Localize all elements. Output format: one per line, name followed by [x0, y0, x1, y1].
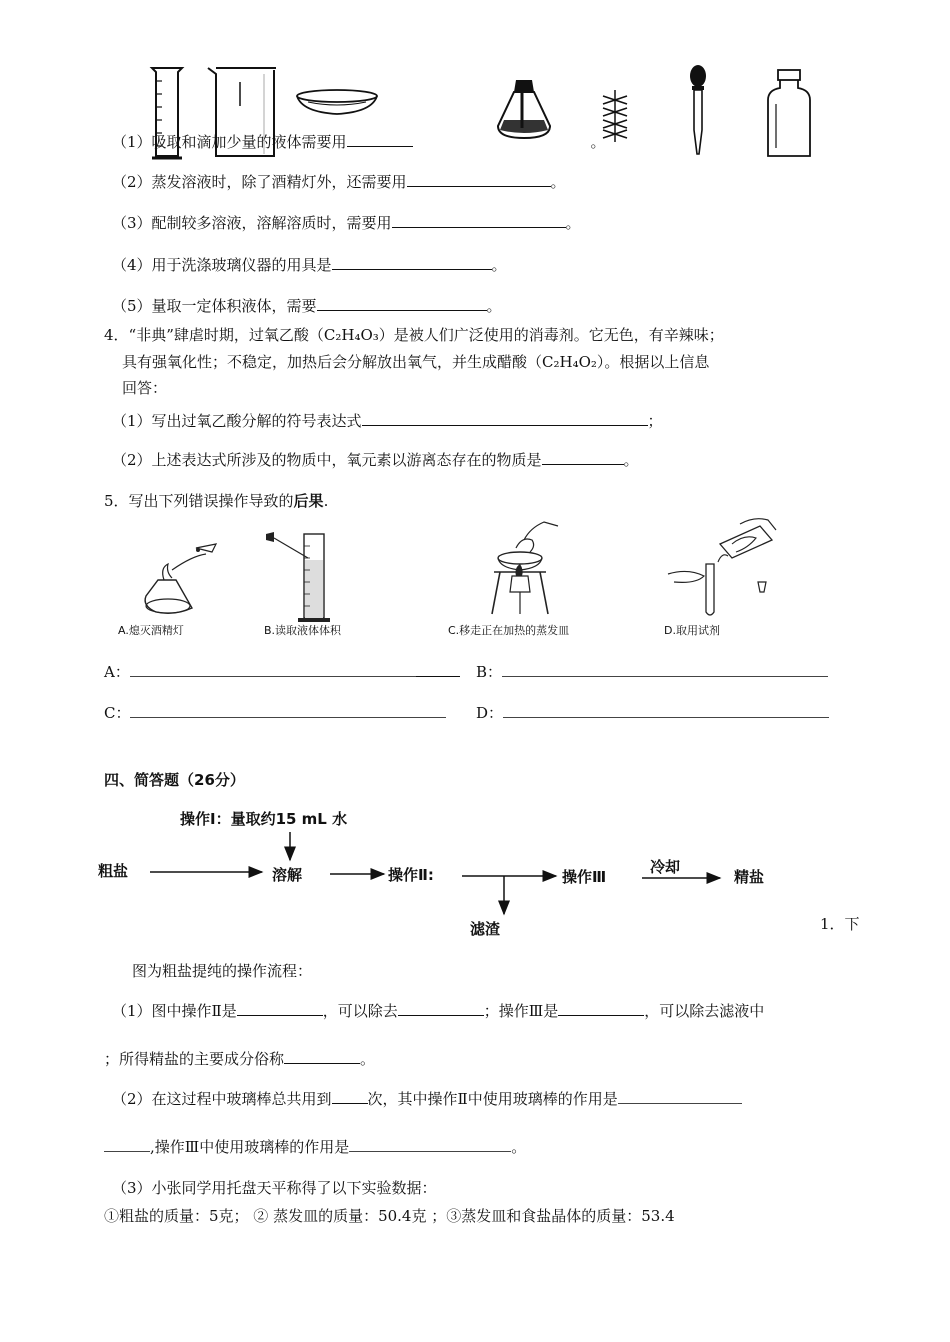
- caption-a: A.熄灭酒精灯: [118, 624, 184, 637]
- flow-crude-salt: 粗盐: [98, 862, 129, 880]
- answer-row-d: D：: [476, 703, 829, 723]
- answer-blank[interactable]: [284, 1049, 360, 1064]
- q3-item-2: （2）蒸发溶液时，除了酒精灯外，还需要用 。: [112, 173, 566, 191]
- answer-blank[interactable]: [332, 1089, 368, 1104]
- caption-b: B.读取液体体积: [264, 624, 342, 637]
- s4-p1-line1: （1）图中操作Ⅱ是 ，可以除去 ；操作Ⅲ是 ，可以除去滤液中: [112, 1002, 765, 1020]
- q5-title: 5．写出下列错误操作导致的后果.: [104, 492, 329, 510]
- s4-p2-line1: （2）在这过程中玻璃棒总共用到 次，其中操作Ⅱ中使用玻璃棒的作用是: [112, 1089, 742, 1109]
- flow-op1: 操作Ⅰ：量取约15 mL 水: [180, 810, 348, 828]
- answer-row-a: A：: [104, 662, 460, 682]
- flow-intro: 图为粗盐提纯的操作流程：: [132, 962, 313, 980]
- q4-line-2: 具有强氧化性；不稳定，加热后会分解放出氧气，并生成醋酸（C₂H₄O₂）。根据以上信息: [122, 353, 710, 371]
- flow-op2: 操作Ⅱ:: [388, 866, 434, 884]
- s4-p1-line2: ；所得精盐的主要成分俗称 。: [104, 1050, 376, 1068]
- flow-fine-salt: 精盐: [734, 868, 765, 886]
- q3-item-3: （3）配制较多溶液，溶解溶质时，需要用 。: [112, 214, 581, 232]
- answer-row-c: C：: [104, 703, 446, 723]
- answer-blank[interactable]: [558, 1001, 644, 1016]
- answer-blank[interactable]: [349, 1137, 511, 1152]
- question-number: 1．下: [820, 915, 860, 933]
- flow-cool: 冷却: [650, 858, 681, 876]
- q3-item-5: （5）量取一定体积液体，需要 。: [112, 297, 502, 315]
- s4-p2-line2: ,操作Ⅲ中使用玻璃棒的作用是 。: [104, 1137, 526, 1157]
- q3-item-1: （1）吸取和滴加少量的液体需要用 。: [112, 133, 606, 151]
- answer-blank[interactable]: [398, 1001, 484, 1016]
- q4-line-1: 4．“非典”肆虐时期，过氧乙酸（C₂H₄O₃）是被人们广泛使用的消毒剂。它无色，有辛辣味；: [104, 326, 724, 344]
- q4-line-3: 回答：: [122, 379, 168, 397]
- answer-row-b: B：: [476, 662, 828, 682]
- s4-p3-data: ①粗盐的质量：5克； ② 蒸发皿的质量：50.4克 ；③蒸发皿和食盐晶体的质量：53.4: [104, 1207, 675, 1225]
- flow-residue: 滤渣: [470, 920, 501, 938]
- section-heading: 四、简答题（26分）: [104, 771, 245, 789]
- flow-dissolve: 溶解: [272, 866, 303, 884]
- s4-p3: （3）小张同学用托盘天平称得了以下实验数据：: [112, 1179, 437, 1197]
- answer-blank[interactable]: [618, 1089, 742, 1104]
- flow-op3: 操作Ⅲ: [562, 868, 607, 886]
- caption-d: D.取用试剂: [664, 624, 720, 637]
- q4-sub-2: （2）上述表达式所涉及的物质中，氧元素以游离态存在的物质是 。: [112, 451, 639, 469]
- q3-item-4: （4）用于洗涤玻璃仪器的用具是 。: [112, 256, 507, 274]
- answer-blank[interactable]: [104, 1137, 150, 1152]
- answer-blank[interactable]: [237, 1001, 323, 1016]
- q4-sub-1: （1）写出过氧乙酸分解的符号表达式 ；: [112, 412, 663, 430]
- caption-c: C.移走正在加热的蒸发皿: [448, 624, 570, 637]
